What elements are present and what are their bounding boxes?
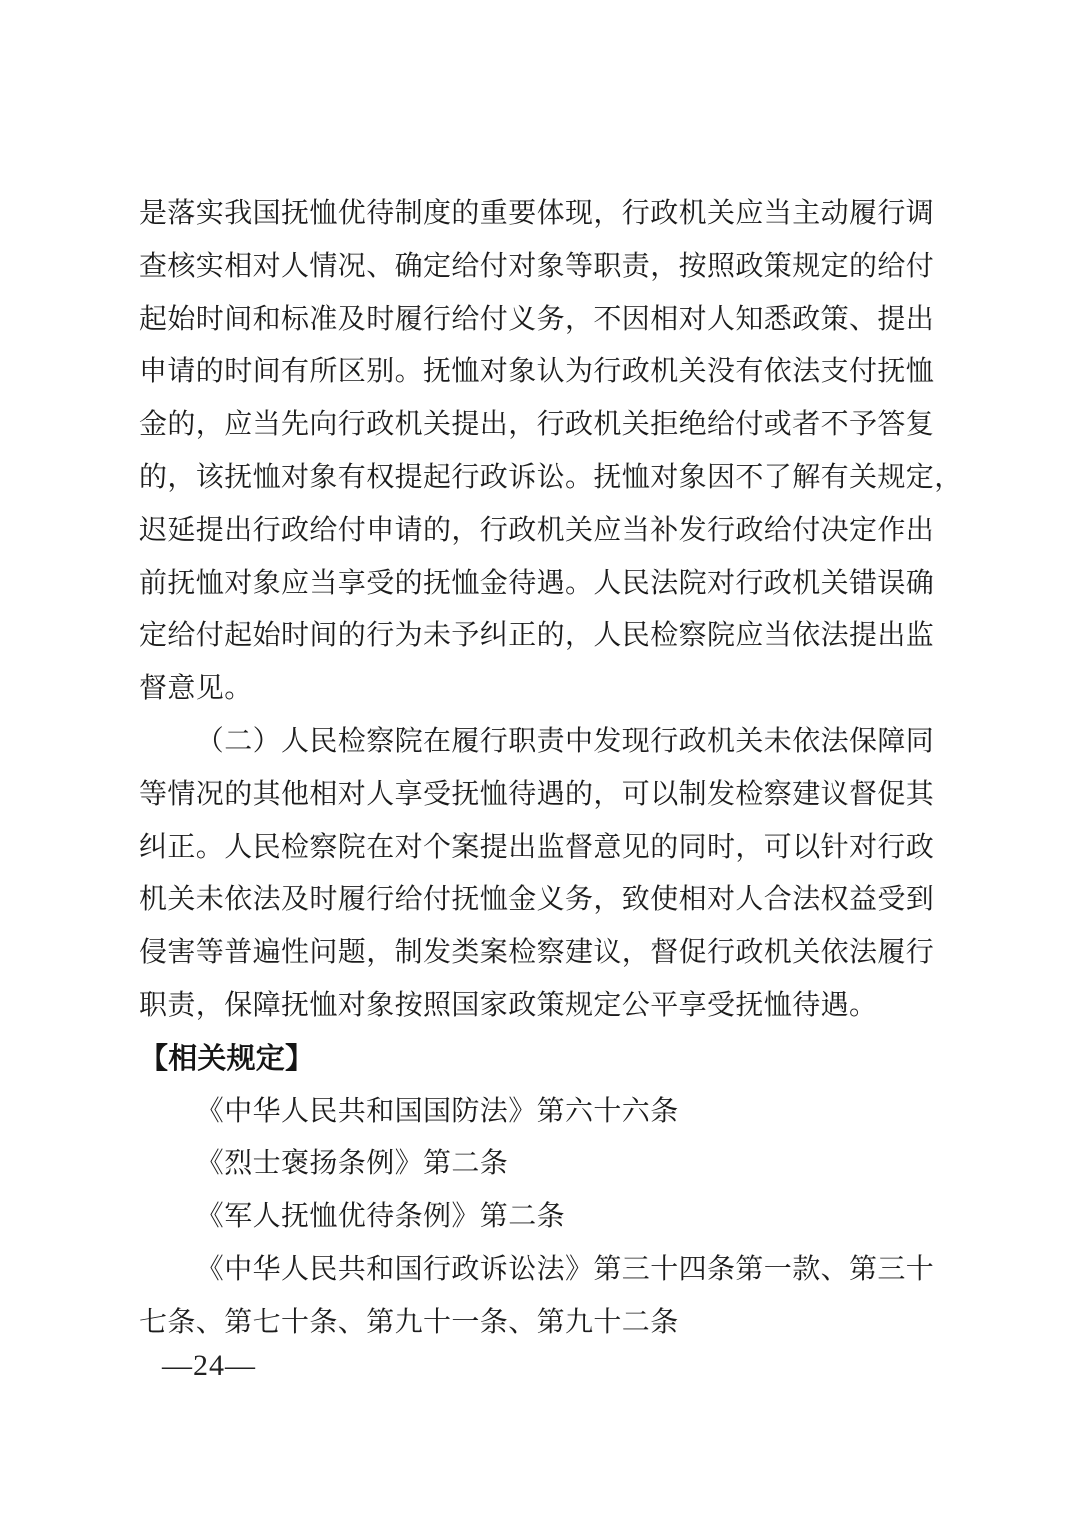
citation-line: 《中华人民共和国行政诉讼法》第三十四条第一款、第三十 <box>195 1253 935 1285</box>
citation-line: 《军人抚恤优待条例》第二条 <box>195 1201 565 1233</box>
body-text-line: 职责，保障抚恤对象按照国家政策规定公平享受抚恤待遇。 <box>139 989 878 1021</box>
body-text-line: 是落实我国抚恤优待制度的重要体现，行政机关应当主动履行调 <box>139 198 935 229</box>
body-text-line: 起始时间和标准及时履行给付义务，不因相对人知悉政策、提出 <box>139 303 935 335</box>
body-text-line: （二）人民检察院在履行职责中发现行政机关未依法保障同 <box>195 725 935 757</box>
citation-line: 《烈士褒扬条例》第二条 <box>195 1148 509 1180</box>
citation-line: 七条、第七十条、第九十一条、第九十二条 <box>139 1306 679 1338</box>
body-text-line: 机关未依法及时履行给付抚恤金义务，致使相对人合法权益受到 <box>139 884 935 916</box>
body-text-line: 前抚恤对象应当享受的抚恤金待遇。人民法院对行政机关错误确 <box>139 567 935 599</box>
related-regulations-header: 【相关规定】 <box>139 1042 315 1075</box>
text-block <box>139 188 963 1350</box>
page-number: —24— <box>162 1349 256 1382</box>
body-text-line: 查核实相对人情况、确定给付对象等职责，按照政策规定的给付 <box>139 250 935 282</box>
body-text-line: 申请的时间有所区别。抚恤对象认为行政机关没有依法支付抚恤 <box>139 356 935 388</box>
body-text-line: 等情况的其他相对人享受抚恤待遇的，可以制发检察建议督促其 <box>139 778 935 810</box>
body-text-line: 迟延提出行政给付申请的，行政机关应当补发行政给付决定作出 <box>139 514 935 546</box>
body-text-line: 侵害等普遍性问题，制发类案检察建议，督促行政机关依法履行 <box>139 937 935 969</box>
body-text-line: 的，该抚恤对象有权提起行政诉讼。抚恤对象因不了解有关规定， <box>139 461 963 493</box>
body-text-line: 定给付起始时间的行为未予纠正的，人民检察院应当依法提出监 <box>139 620 935 652</box>
body-text-line: 督意见。 <box>139 673 253 705</box>
body-text-line: 纠正。人民检察院在对个案提出监督意见的同时，可以针对行政 <box>139 831 935 863</box>
citation-line: 《中华人民共和国国防法》第六十六条 <box>195 1095 679 1127</box>
body-text-line: 金的，应当先向行政机关提出，行政机关拒绝给付或者不予答复 <box>139 409 935 441</box>
